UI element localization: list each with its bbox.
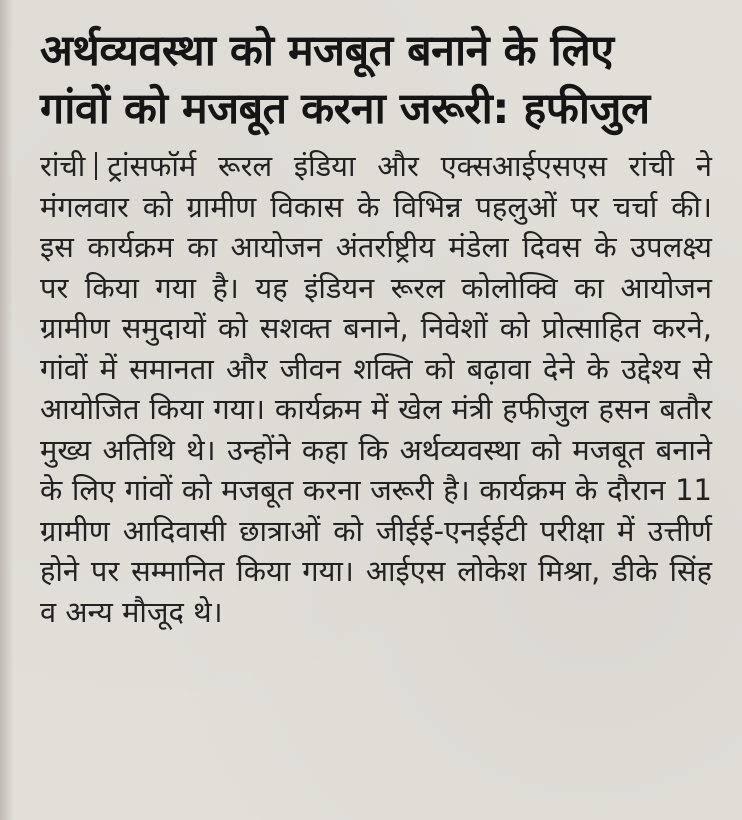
article-body-text: ट्रांसफॉर्म रूरल इंडिया और एक्सआईएसएस रांची ने मंगलवार को ग्रामीण विकास के विभिन्न पहलुओं पर चर्चा की। इस कार्यक्रम का आयोजन अंतर्राष्ट्रीय मंडेला दिवस के उपलक्ष्य पर किया गया है। यह इंडियन रूरल कोलोक्वि का आयोजन ग्रामीण समुदायों को सशक्त बनाने, निवेशों को प्रोत्साहित करने, गांवों में समानता और जीवन शक्ति को बढ़ावा देने के उद्देश्य से आयोजित किया गया। कार्यक्रम में खेल मंत्री हफीजुल हसन बतौर मुख्य अतिथि थे। उन्होंने कहा कि अर्थव्यवस्था को मजबूत बनाने के लिए गांवों को मजबूत करना जरूरी है। कार्यक्रम के दौरान 11 ग्रामीण आदिवासी छात्राओं को जीईई-एनईईटी परीक्षा में उत्तीर्ण होने पर सम्मानित किया गया। आईएस लोकेश मिश्रा, डीके सिंह व अन्य मौजूद थे।	[40, 149, 712, 629]
article-dateline: रांची	[40, 149, 86, 183]
paper-edge-shadow	[0, 0, 14, 820]
dateline-separator	[95, 152, 97, 180]
article-body	[40, 146, 712, 632]
article-headline: अर्थव्यवस्था को मजबूत बनाने के लिए गांवों को मजबूत करना जरूरी: हफीजुल	[40, 26, 650, 134]
